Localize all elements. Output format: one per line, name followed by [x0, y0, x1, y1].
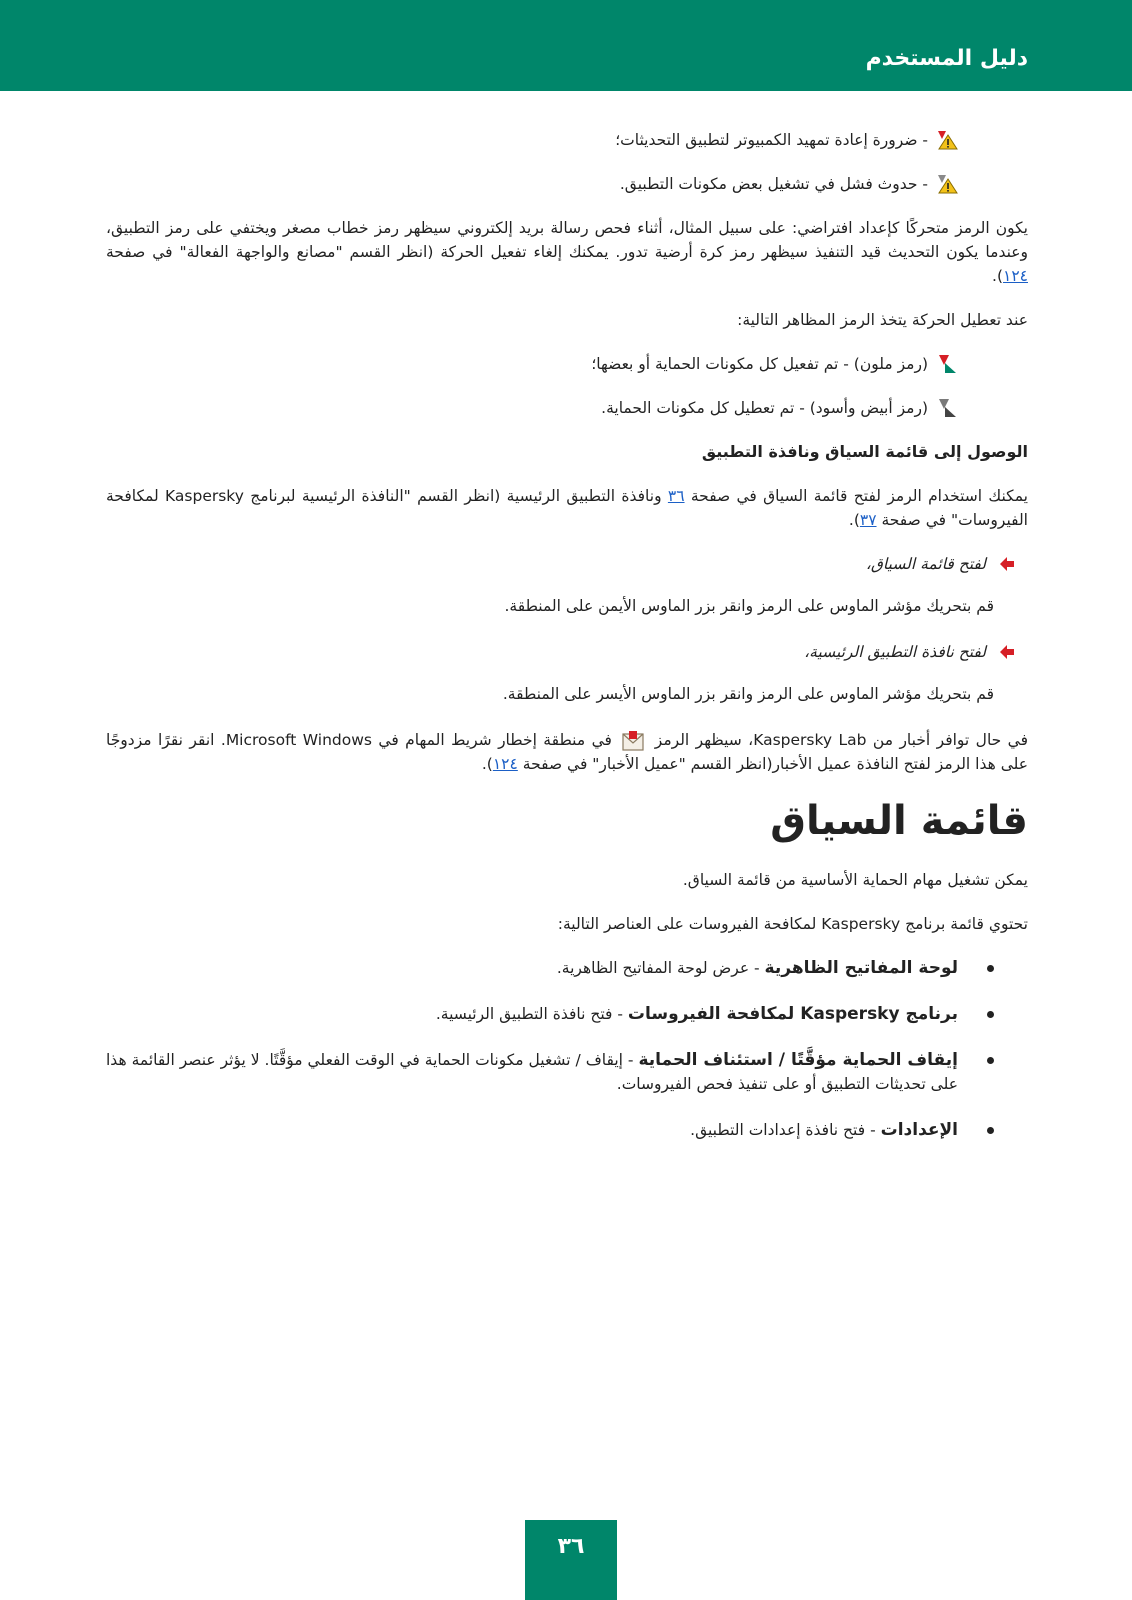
- icon-line-text: (رمز أبيض وأسود) - تم تعطيل كل مكونات الحماية.: [601, 399, 928, 417]
- paragraph-animation: يكون الرمز متحركًا كإعداد افتراضي: على سبيل المثال، أثناء فحص رسالة بريد إلكتروني سيظهر رمز خطاب مصغر ويختفي على رمز التطبيق، وعندما يكون التحديث قيد التنفيذ سيظهر رمز كرة أرضية تدور. يمكنك إلغاء تفعيل الحركة (انظر القسم "مصانع والواجهة الفعالة" في صفحة ١٢٤).: [106, 219, 1028, 285]
- step-label: لفتح نافذة التطبيق الرئيسية،: [106, 640, 1028, 664]
- step-instruction: قم بتحريك مؤشر الماوس على الرمز وانقر بزر الماوس الأيمن على المنطقة.: [504, 597, 994, 615]
- paragraph-context-items: تحتوي قائمة برنامج Kaspersky لمكافحة الفيروسات على العناصر التالية:: [557, 915, 1028, 933]
- list-item: [106, 1118, 1028, 1142]
- paragraph-news: في حال توافر أخبار من Kaspersky Lab، سيظهر الرمز في منطقة إخطار شريط المهام في Microsoft Windows. انقر نقرًا مزدوجًا على هذا الرمز لفتح النافذة عميل الأخبار(انظر القسم "عميل الأخبار" في صفحة ١٢٤).: [106, 731, 1029, 773]
- paragraph-access: يمكنك استخدام الرمز لفتح قائمة السياق في صفحة ٣٦ ونافذة التطبيق الرئيسية (انظر القسم "النافذة الرئيسية لبرنامج Kaspersky لمكافحة الفيروسات" في صفحة ٣٧).: [106, 487, 1028, 529]
- bullet-icon: [987, 1127, 994, 1134]
- kaspersky-gray-warning-icon: [936, 173, 958, 195]
- page-link[interactable]: ٣٦: [667, 487, 685, 505]
- menu-term: لوحة المفاتيح الظاهرية: [764, 958, 958, 978]
- news-envelope-icon: [622, 730, 644, 752]
- list-item: [106, 956, 1028, 980]
- menu-term: الإعدادات: [880, 1120, 958, 1140]
- menu-term: إيقاف الحماية مؤقَّتًا / استئناف الحماية: [638, 1050, 958, 1070]
- page-content: [106, 128, 1028, 1164]
- paragraph-context-intro: يمكن تشغيل مهام الحماية الأساسية من قائمة السياق.: [682, 871, 1028, 889]
- icon-line: [106, 128, 1028, 152]
- menu-term: برنامج Kaspersky لمكافحة الفيروسات: [627, 1004, 958, 1024]
- step-label: لفتح قائمة السياق،: [106, 552, 1028, 576]
- menu-desc: - إيقاف / تشغيل مكونات الحماية في الوقت الفعلي مؤقَّتًا. لا يؤثر عنصر القائمة هذا على تحديثات التطبيق أو على تنفيذ فحص الفيروسات.: [106, 1051, 958, 1093]
- kaspersky-warning-icon: [936, 129, 958, 151]
- icon-line-text: - ضرورة إعادة تمهيد الكمبيوتر لتطبيق التحديثات؛: [615, 131, 928, 149]
- page-number: ٣٦: [557, 1534, 585, 1559]
- icon-line: [106, 352, 1028, 376]
- menu-desc: - فتح نافذة التطبيق الرئيسية.: [435, 1005, 623, 1023]
- step-instruction: قم بتحريك مؤشر الماوس على الرمز وانقر بزر الماوس الأيسر على المنطقة.: [502, 685, 994, 703]
- list-item: [106, 1048, 1028, 1096]
- bullet-icon: [987, 1011, 994, 1018]
- icon-line-text: - حدوث فشل في تشغيل بعض مكونات التطبيق.: [619, 175, 928, 193]
- page-link[interactable]: ١٢٤: [492, 755, 518, 773]
- page-header: [0, 0, 1132, 91]
- red-arrow-icon: [1000, 557, 1014, 571]
- menu-desc: - فتح نافذة إعدادات التطبيق.: [690, 1121, 876, 1139]
- page-number-box: [525, 1520, 617, 1600]
- kaspersky-bw-icon: [936, 397, 958, 419]
- icon-line: [106, 172, 1028, 196]
- red-arrow-icon: [1000, 645, 1014, 659]
- bullet-icon: [987, 965, 994, 972]
- bullet-icon: [987, 1057, 994, 1064]
- sub-heading: الوصول إلى قائمة السياق ونافذة التطبيق: [701, 442, 1028, 461]
- page-link[interactable]: ٣٧: [859, 511, 877, 529]
- context-menu-items: [106, 956, 1028, 1142]
- page-link[interactable]: ١٢٤: [1003, 267, 1028, 285]
- icon-line-text: (رمز ملون) - تم تفعيل كل مكونات الحماية أو بعضها؛: [591, 355, 928, 373]
- menu-desc: - عرض لوحة المفاتيح الظاهرية.: [556, 959, 760, 977]
- paragraph-disabled-animation: عند تعطيل الحركة يتخذ الرمز المظاهر التالية:: [737, 311, 1028, 329]
- kaspersky-color-icon: [936, 353, 958, 375]
- icon-line: [106, 396, 1028, 420]
- section-title: قائمة السياق: [770, 798, 1028, 844]
- list-item: [106, 1002, 1028, 1026]
- header-title: دليل المستخدم: [865, 46, 1028, 71]
